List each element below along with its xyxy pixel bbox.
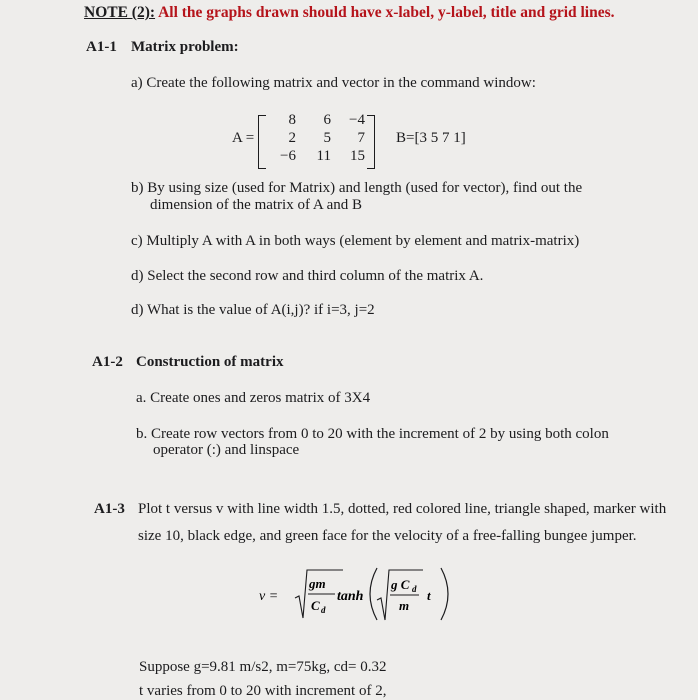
matrix-label: A = — [232, 130, 255, 146]
matrix-a — [232, 111, 386, 169]
a13-t-varies: t varies from 0 to 20 with increment of 2, — [139, 683, 387, 699]
matrix-cell: 11 — [316, 148, 331, 164]
a13-text-line2: size 10, black edge, and green face for the velocity of a free-falling bungee jumper. — [138, 528, 637, 544]
a12-part-b-line1: b. Create row vectors from 0 to 20 with the increment of 2 by using both colon — [136, 426, 609, 442]
velocity-formula — [255, 562, 465, 628]
formula-variable: t — [427, 588, 431, 603]
vector-b: B=[3 5 7 1] — [396, 130, 466, 146]
frac2-denominator: m — [399, 598, 410, 613]
matrix-cell: 8 — [288, 112, 296, 128]
right-bracket — [367, 115, 375, 169]
a13-number: A1-3 — [94, 501, 125, 517]
a11-part-a: a) Create the following matrix and vector in the command window: — [131, 75, 536, 91]
matrix-cell: 5 — [323, 130, 331, 146]
matrix-cell: 2 — [288, 130, 296, 146]
matrix-cell: 7 — [357, 130, 365, 146]
frac1-denominator-sub: d — [321, 605, 326, 615]
frac2-numerator: g C — [391, 577, 410, 592]
a13-suppose: Suppose g=9.81 m/s2, m=75kg, cd= 0.32 — [139, 659, 387, 675]
matrix-cell: 6 — [323, 112, 331, 128]
a12-part-b-line2: operator (:) and linspace — [153, 442, 300, 458]
a12-number: A1-2 — [92, 354, 123, 370]
a11-part-b-line1: b) By using size (used for Matrix) and length (used for vector), find out the — [131, 180, 583, 196]
matrix-cell: 15 — [350, 148, 365, 164]
a11-number: A1-1 — [86, 39, 117, 55]
formula-lhs: v = — [259, 589, 279, 604]
a11-part-c: c) Multiply A with A in both ways (element by element and matrix-matrix) — [131, 233, 580, 249]
left-bracket — [258, 115, 266, 169]
note-label: NOTE (2): — [84, 4, 156, 21]
frac1-numerator: gm — [309, 576, 326, 591]
a12-part-a: a. Create ones and zeros matrix of 3X4 — [136, 390, 371, 406]
a12-title: Construction of matrix — [136, 354, 284, 370]
a11-part-d2: d) What is the value of A(i,j)? if i=3, j=2 — [131, 302, 375, 318]
right-paren — [441, 568, 448, 620]
note-text: All the graphs drawn should have x-label, y-label, title and grid lines. — [158, 4, 615, 21]
matrix-cell: −4 — [349, 112, 365, 128]
a13-text-line1: Plot t versus v with line width 1.5, dotted, red colored line, triangle shaped, marker with — [138, 501, 667, 517]
tanh-function: tanh — [337, 589, 364, 604]
matrix-cell: −6 — [280, 148, 296, 164]
a11-title: Matrix problem: — [131, 39, 239, 55]
a11-part-b-line2: dimension of the matrix of A and B — [150, 197, 363, 213]
a11-part-d1: d) Select the second row and third column of the matrix A. — [131, 268, 484, 284]
frac2-numerator-sub: d — [412, 584, 417, 594]
left-paren — [370, 568, 377, 620]
note-line — [84, 4, 615, 22]
frac1-denominator: C — [311, 598, 320, 613]
